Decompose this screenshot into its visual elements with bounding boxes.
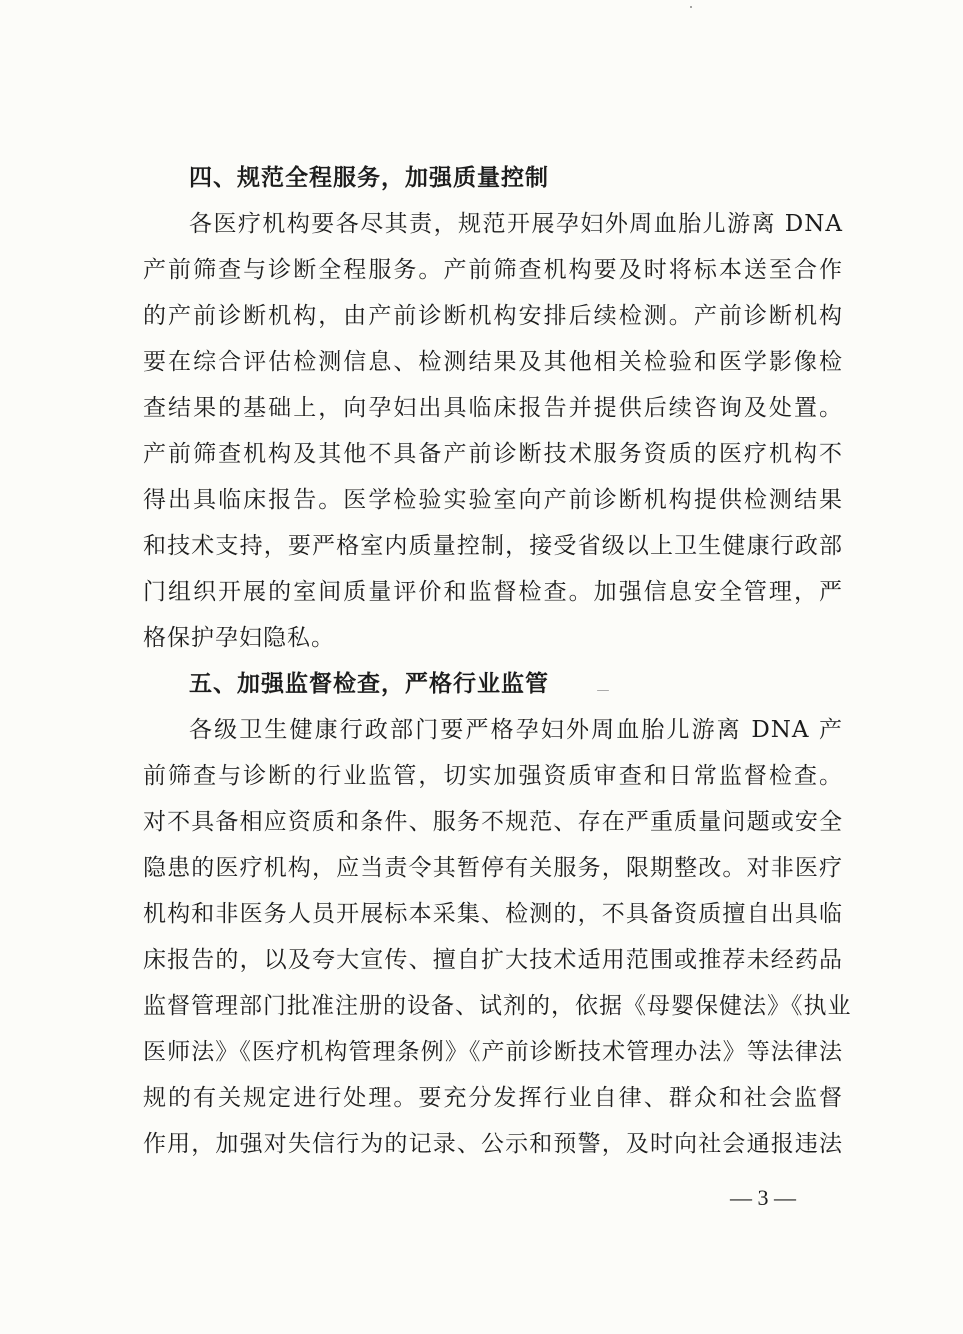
section-5-line-1: 各级卫生健康行政部门要严格孕妇外周血胎儿游离 DNA 产 bbox=[189, 717, 843, 743]
section-5-line-5: 机构和非医务人员开展标本采集、检测的，不具备资质擅自出具临 bbox=[143, 901, 843, 927]
scan-speck bbox=[597, 690, 609, 691]
section-5-line-4: 隐患的医疗机构，应当责令其暂停有关服务，限期整改。对非医疗 bbox=[143, 855, 843, 881]
section-5-line-8: 医师法》《医疗机构管理条例》《产前诊断技术管理办法》等法律法 bbox=[143, 1039, 843, 1065]
section-5-line-3: 对不具备相应资质和条件、服务不规范、存在严重质量问题或安全 bbox=[143, 809, 843, 835]
section-5-line-7: 监督管理部门批准注册的设备、试剂的，依据《母婴保健法》《执业 bbox=[143, 993, 852, 1019]
section-4-line-4: 要在综合评估检测信息、检测结果及其他相关检验和医学影像检 bbox=[143, 349, 843, 375]
section-5-line-6: 床报告的，以及夸大宣传、擅自扩大技术适用范围或推荐未经药品 bbox=[143, 947, 843, 973]
section-5-line-9: 规的有关规定进行处理。要充分发挥行业自律、群众和社会监督 bbox=[143, 1085, 843, 1111]
section-4-heading: 四、规范全程服务，加强质量控制 bbox=[189, 165, 549, 191]
section-4-line-6: 产前筛查机构及其他不具备产前诊断技术服务资质的医疗机构不 bbox=[143, 441, 843, 467]
section-4-line-9: 门组织开展的室间质量评价和监督检查。加强信息安全管理，严 bbox=[143, 579, 843, 605]
scan-speck bbox=[690, 6, 692, 8]
document-body bbox=[143, 155, 852, 1167]
section-4-line-8: 和技术支持，要严格室内质量控制，接受省级以上卫生健康行政部 bbox=[143, 533, 843, 559]
section-4-line-2: 产前筛查与诊断全程服务。产前筛查机构要及时将标本送至合作 bbox=[143, 257, 843, 283]
section-4-line-7: 得出具临床报告。医学检验实验室向产前诊断机构提供检测结果 bbox=[143, 487, 843, 513]
section-4-line-5: 查结果的基础上，向孕妇出具临床报告并提供后续咨询及处置。 bbox=[143, 395, 843, 421]
section-4-line-3: 的产前诊断机构，由产前诊断机构安排后续检测。产前诊断机构 bbox=[143, 303, 843, 329]
section-5-line-10: 作用，加强对失信行为的记录、公示和预警，及时向社会通报违法 bbox=[143, 1131, 843, 1157]
section-4-line-10: 格保护孕妇隐私。 bbox=[143, 625, 335, 651]
section-5-heading: 五、加强监督检查，严格行业监管 bbox=[189, 671, 549, 697]
section-4-line-1: 各医疗机构要各尽其责，规范开展孕妇外周血胎儿游离 DNA bbox=[189, 211, 843, 237]
section-5-line-2: 前筛查与诊断的行业监管，切实加强资质审查和日常监督检查。 bbox=[143, 763, 843, 789]
page-number: — 3 — bbox=[730, 1185, 796, 1210]
